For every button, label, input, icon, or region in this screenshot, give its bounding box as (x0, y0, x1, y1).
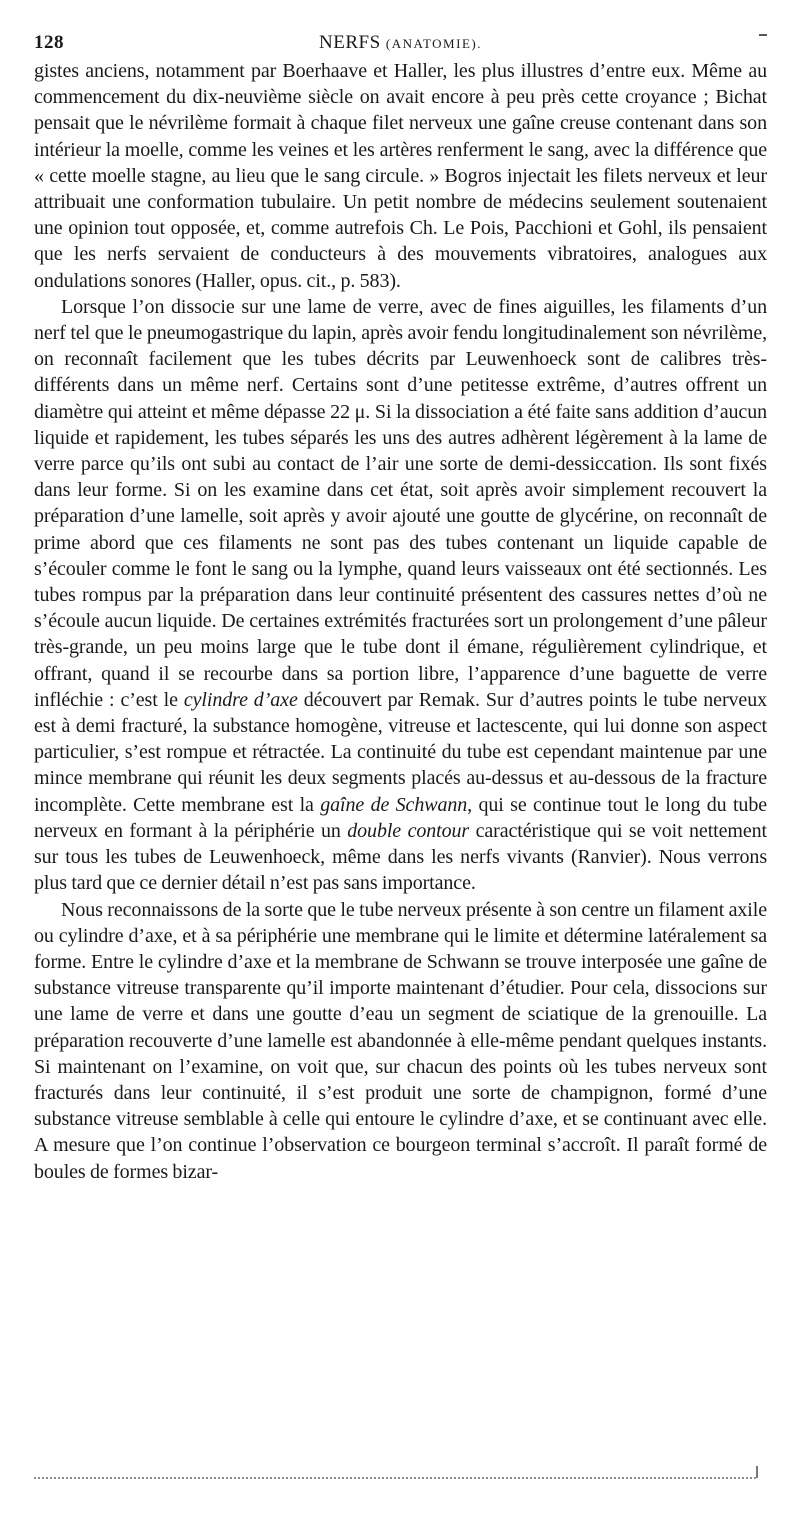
text-run: Lorsque l’on dissocie sur une lame de verre, avec de fines aiguilles, les filaments d’un nerf tel que le pneumogastrique du lapin, après avoir fendu longitudinalement son névrilème, on reconnaît facilement que les tubes décrits par Leuwenhoeck sont de calibres très-différents dans un même nerf. Certains sont d’une petitesse extrême, d’autres offrent un diamètre qui atteint et même dépasse 22 μ. Si la dissociation a été faite sans addition d’aucun liquide et rapidement, les tubes séparés les uns des autres adhèrent légèrement à la lame de verre parce qu’ils ont subi au contact de l’air une sorte de demi-dessiccation. Ils sont fixés dans leur forme. Si on les examine dans cet état, soit après avoir simplement recouvert la préparation d’une lamelle, soit après y avoir ajouté une goutte de glycérine, on reconnaît de prime abord que ces filaments ne sont pas des tubes contenant un liquide capable de s’écouler comme le font le sang ou la lymphe, quand leurs vaisseaux ont été sectionnés. Les tubes rompus par la préparation dans leur continuité présentent des cassures nettes d’où ne s’écoule aucun liquide. De certaines extrémités fracturées sort un prolongement d’une pâleur très-grande, un peu moins large que le tube dont il émane, régulièrement cylindrique, et offrant, quand il se recourbe dans sa portion libre, l’apparence d’une baguette de verre infléchie : c’est le (34, 295, 767, 711)
text-run: Nous reconnaissons de la sorte que le tube nerveux présente à son centre un filament axile ou cylindre d’axe, et à sa périphérie une membrane qui le limite et détermine latéralement sa forme. Entre le cylindre d’axe et la membrane de Schwann se trouve interposée une gaîne de substance vitreuse transparente qu’il importe maintenant d’étudier. Pour cela, dissocions sur une lame de verre et dans une goutte d’eau un segment de sciatique de la grenouille. La préparation recouverte d’une lamelle est abandonnée à elle-même pendant quelques instants. Si maintenant on l’examine, on voit que, sur chacun des points où les tubes nerveux sont fracturés dans leur continuité, il s’est produit une sorte de champignon, formé d’une substance vitreuse semblable à celle qui entoure le cylindre d’axe, et se continuant avec elle. A mesure que l’on continue l’observation ce bourgeon terminal s’accroît. Il paraît formé de boules de formes bizar- (34, 898, 767, 1183)
corner-mark (759, 34, 767, 36)
text-run: qui se continue tout le long du tube nerveux en formant à la périphérie un (34, 793, 768, 842)
italic-term: cylindre d’axe (183, 688, 298, 711)
body-text (34, 58, 767, 1185)
paragraph-dissociation (34, 294, 767, 897)
italic-term: gaîne de Schwann, (320, 793, 473, 816)
text-run: gistes anciens, notamment par Boerhaave et Haller, les plus illustres d’entre eux. Même au commencement du dix-neuvième siècle on avait encore à peu près cette croyance ; Bichat pensait que le névrilème formait à chaque filet nerveux une gaîne creuse contenant dans son intérieur la moelle, comme les veines et les artères renferment le sang, avec la différence que « cette moelle stagne, au lieu que le sang circule. » Bogros injectait les filets nerveux et leur attribuait une conformation tubulaire. Un petit nombre de médecins seulement soutenaient une opinion tout opposée, et, comme autrefois Ch. Le Pois, Pacchioni et Gohl, ils pensaient que les nerfs servaient de conducteurs à des mouvements vibratoires, analogues aux ondulations sonores (Haller, opus. cit., p. 583). (34, 60, 767, 292)
footer-dotted-rule (34, 1475, 756, 1479)
running-title (34, 32, 767, 54)
running-head (34, 28, 767, 58)
text-run: caractéristique qui se voit nettement sur tous les tubes de Leuwenhoeck, même dans les nerfs vivants (Ranvier). Nous verrons plus tard que ce dernier détail n’est pas sans importance. (34, 819, 767, 895)
book-page (34, 28, 767, 1185)
paragraph-continued (34, 58, 767, 294)
text-run: découvert par Remak. Sur d’autres points le tube nerveux est à demi fracturé, la substance homogène, vitreuse et lactescente, qui lui donne son aspect particulier, s’est rompue et rétractée. La continuité du tube est cependant maintenue par une mince membrane qui réunit les deux segments placés au-dessus et au-dessous de la fracture incomplète. Cette membrane est la (34, 688, 767, 816)
page-number: 128 (34, 32, 64, 53)
running-title-sub: (ANATOMIE). (385, 36, 482, 51)
italic-term: double contour (347, 819, 470, 842)
running-title-main: NERFS (319, 32, 381, 53)
footer-mark (756, 1466, 758, 1478)
paragraph-cylinder-axis (34, 897, 767, 1185)
